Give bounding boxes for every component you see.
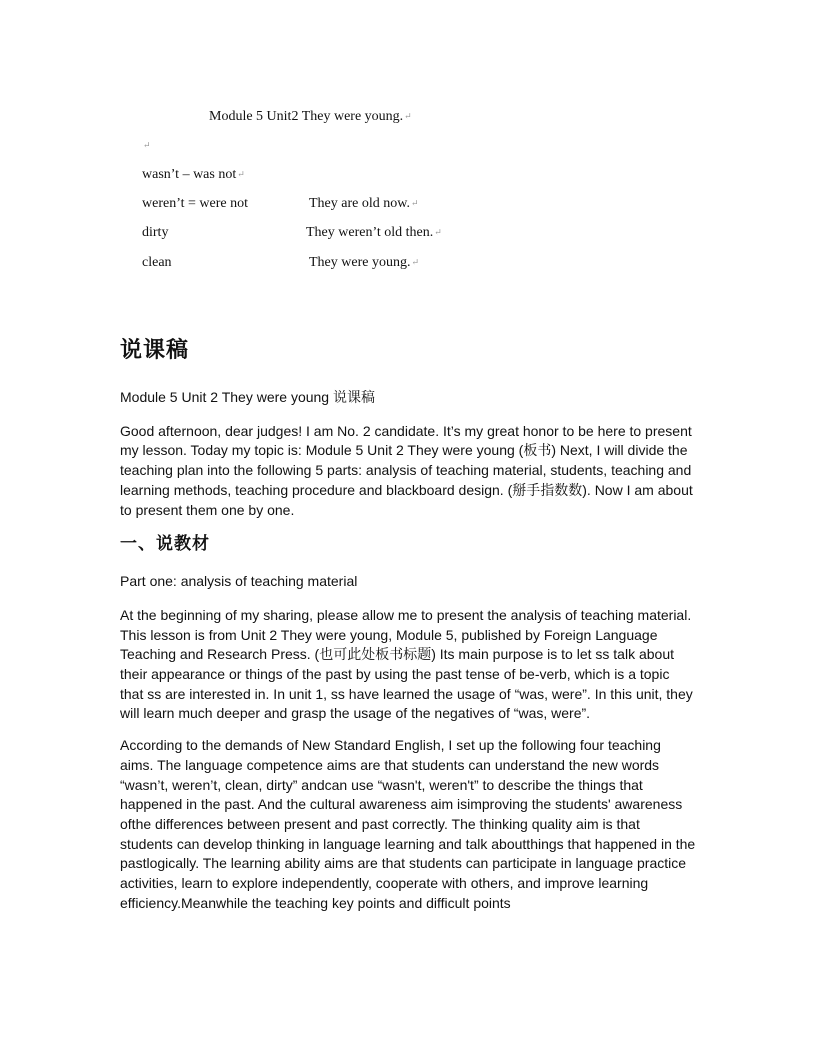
intro-paragraph: Good afternoon, dear judges! I am No. 2 candidate. It’s my great honor to be here to present my lesson. Today my topic is: Module 5 Unit 2 They were young (板书) Next, I will divide the teaching plan into the following 5 parts: analysis of teaching material, students, teaching and learning methods, teaching procedure and blackboard design. (掰手指数数). Now I am about to present them one by one.	[120, 422, 693, 518]
body-paragraph: At the beginning of my sharing, please allow me to present the analysis of teaching material. This lesson is from Unit 2 They were young, Module 5, published by Foreign Language Teaching and Research Press. (也可此处板书标题) Its main purpose is to let ss talk about their appearance or things of the past by using the past tense of be-verb, which is a topic that ss are interested in. In unit 1, ss have learned the usage of “was, were”. In this unit, they will learn much deeper and grasp the usage of the negatives of “was, were”.	[120, 606, 693, 722]
snippet-line: clean	[142, 255, 172, 270]
page-title: 说课稿	[120, 338, 190, 363]
snippet-line: wasn’t – was not↵	[142, 167, 245, 182]
paragraph-mark-icon: ↵	[143, 140, 151, 150]
paragraph-mark-icon: ↵	[411, 257, 420, 267]
snippet-line-right: They were young.↵	[309, 255, 420, 270]
paragraph-mark-icon: ↵	[237, 169, 245, 179]
snippet-title: Module 5 Unit2 They were young.↵	[209, 109, 412, 124]
section-heading: 一、说教材	[120, 534, 210, 555]
snippet-line: weren’t = were not	[142, 196, 248, 211]
body-paragraph: According to the demands of New Standard English, I set up the following four teaching aims. The language competence aims are that students can understand the new words “wasn’t, weren’t, clean, dirty” andcan use “wasn't, weren't” to describe the things that happened in the past. And the cultural awareness aim isimproving the students' awareness ofthe differences between present and past correctly. The thinking quality aim is that students can develop thinking in language learning and talk aboutthings that happened in the pastlogically. The learning ability aims are that students can participate in language practice activities, learn to explore independently, cooperate with others, and improve learning efficiency.Meanwhile the teaching key points and difficult points	[120, 737, 696, 911]
embedded-notes-image	[142, 105, 482, 280]
paragraph-mark-icon: ↵	[404, 111, 412, 121]
snippet-empty-line	[142, 138, 151, 154]
snippet-line-right: They weren’t old then.↵	[306, 225, 442, 240]
paragraph-mark-icon: ↵	[434, 227, 442, 237]
snippet-line-right: They are old now.↵	[309, 196, 419, 211]
document-body	[120, 336, 696, 925]
snippet-line: dirty	[142, 225, 169, 240]
part-one-label: Part one: analysis of teaching material	[120, 573, 358, 590]
document-subtitle: Module 5 Unit 2 They were young 说课稿	[120, 389, 375, 405]
paragraph-mark-icon: ↵	[410, 198, 419, 208]
